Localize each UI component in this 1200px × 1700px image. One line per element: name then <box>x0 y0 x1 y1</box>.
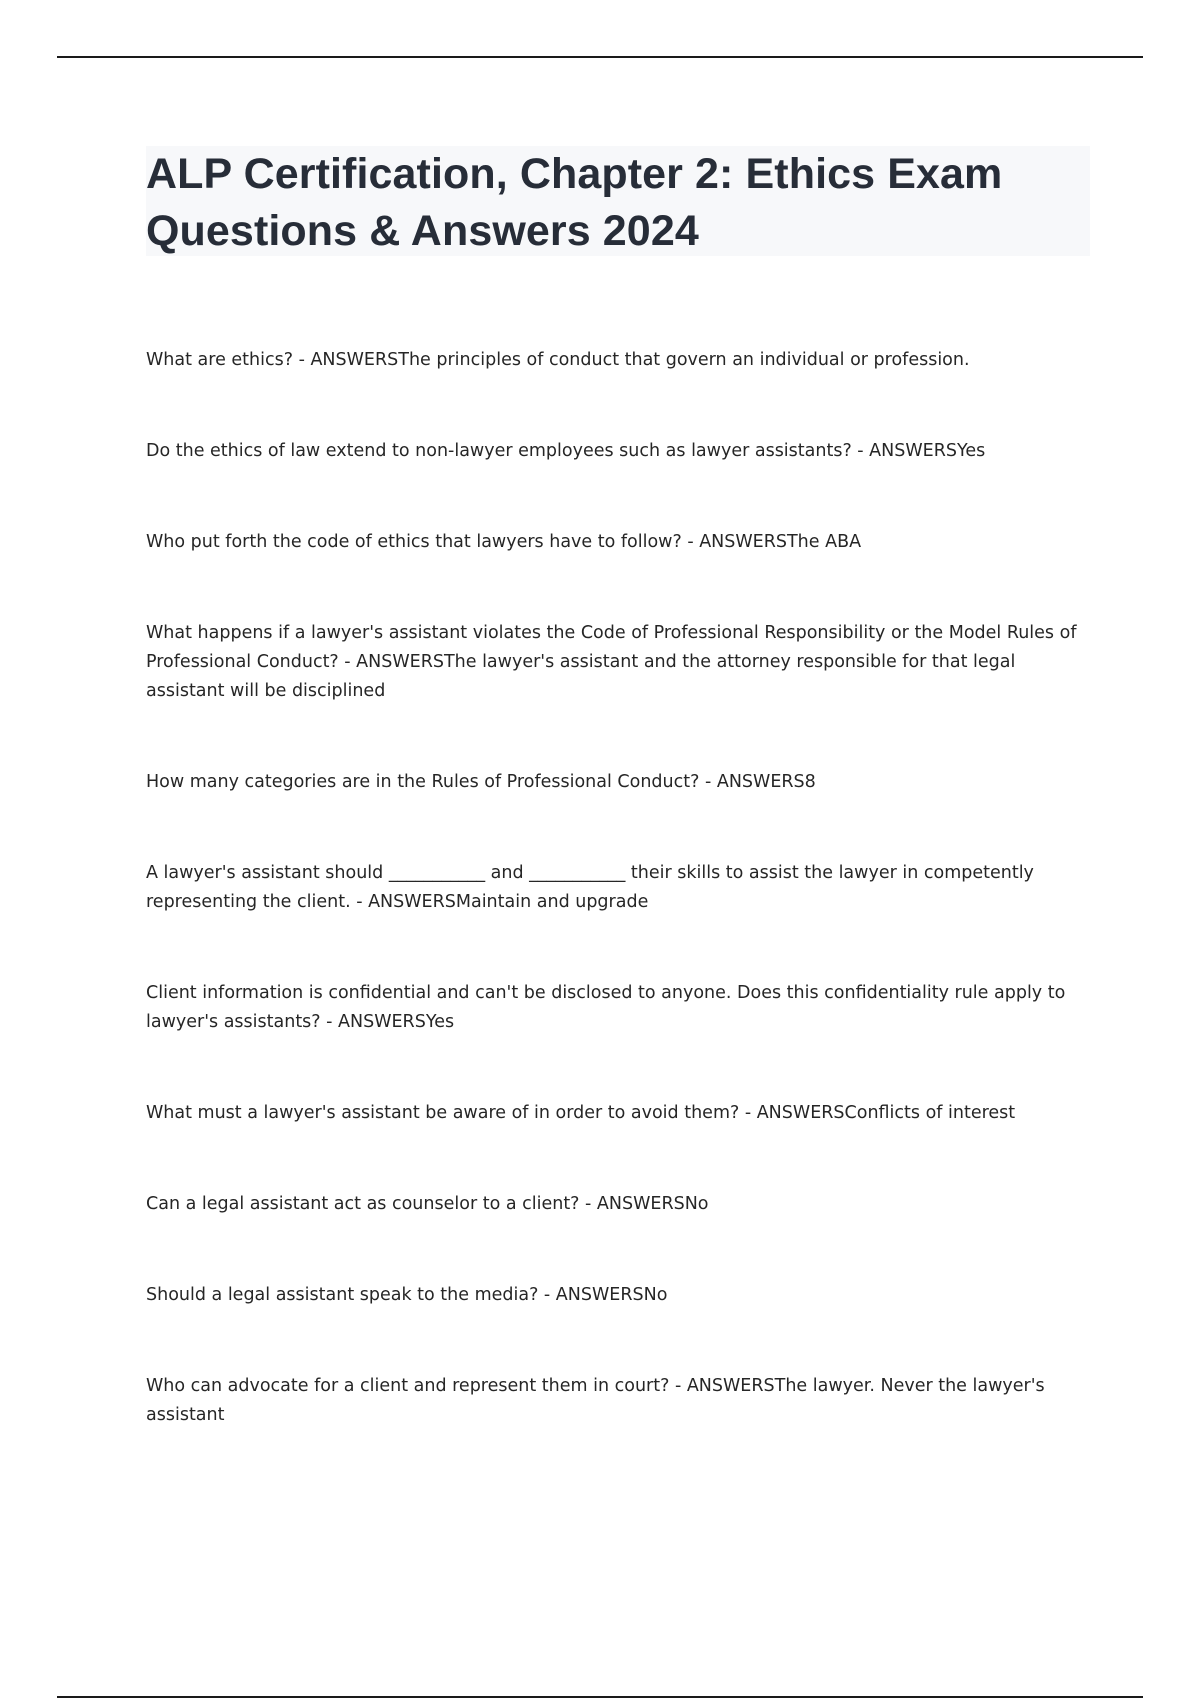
page-footer-rule <box>57 1696 1143 1698</box>
qa-item: What happens if a lawyer's assistant violates the Code of Professional Responsibility or the Model Rules of Professional Conduct? - ANSWERSThe lawyer's assistant and the attorney responsible for that legal assistant will be disciplined <box>146 623 1077 701</box>
qa-item: Who can advocate for a client and represent them in court? - ANSWERSThe lawyer. Never the lawyer's assistant <box>146 1376 1045 1425</box>
qa-item: How many categories are in the Rules of Professional Conduct? - ANSWERS8 <box>146 772 816 792</box>
qa-item: Can a legal assistant act as counselor to a client? - ANSWERSNo <box>146 1194 709 1214</box>
qa-list <box>146 346 1090 1430</box>
page-title: ALP Certification, Chapter 2: Ethics Exam Questions & Answers 2024 <box>146 150 1003 255</box>
qa-item: Client information is confidential and can't be disclosed to anyone. Does this confidentiality rule apply to lawyer's assistants? - ANSWERSYes <box>146 983 1066 1032</box>
qa-item: What are ethics? - ANSWERSThe principles of conduct that govern an individual or profession. <box>146 350 970 370</box>
qa-item: Do the ethics of law extend to non-lawyer employees such as lawyer assistants? - ANSWERSYes <box>146 441 986 461</box>
title-block <box>146 146 1090 256</box>
qa-item: Should a legal assistant speak to the media? - ANSWERSNo <box>146 1285 668 1305</box>
qa-item: What must a lawyer's assistant be aware of in order to avoid them? - ANSWERSConflicts of interest <box>146 1103 1016 1123</box>
qa-item: A lawyer's assistant should ___________ and ___________ their skills to assist the lawyer in competently representing the client. - ANSWERSMaintain and upgrade <box>146 863 1034 912</box>
qa-item: Who put forth the code of ethics that lawyers have to follow? - ANSWERSThe ABA <box>146 532 862 552</box>
page-header-rule <box>57 56 1143 58</box>
